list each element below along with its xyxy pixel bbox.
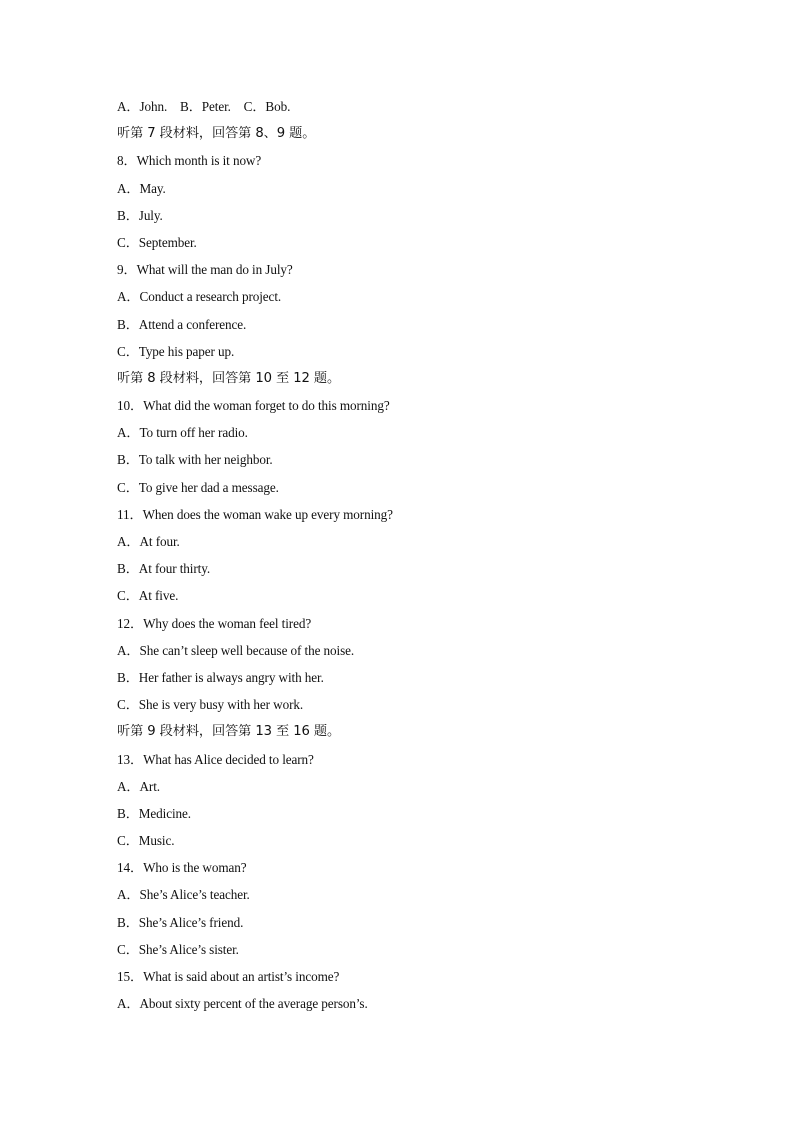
document-body xyxy=(117,93,757,1017)
answer-option: B．She’s Alice’s friend. xyxy=(117,914,244,930)
answer-option: A．She can’t sleep well because of the noise. xyxy=(117,642,355,658)
answer-option: B．Medicine. xyxy=(117,805,191,821)
question-text: 10．What did the woman forget to do this morning? xyxy=(117,398,390,414)
question-text: 8．Which month is it now? xyxy=(117,153,262,169)
answer-option: C．September. xyxy=(117,234,197,250)
question-text: 11．When does the woman wake up every morning? xyxy=(117,506,393,522)
answer-option: C．Type his paper up. xyxy=(117,343,235,359)
question-text: 13．What has Alice decided to learn? xyxy=(117,751,314,767)
answer-option: C．To give her dad a message. xyxy=(117,479,279,495)
section-heading: 听第 8 段材料，回答第 10 至 12 题。 xyxy=(117,370,341,386)
answer-option: B．July. xyxy=(117,207,163,223)
answer-option: A．Art. xyxy=(117,778,160,794)
answer-option: A．John. B．Peter. C．Bob. xyxy=(117,99,291,114)
answer-option: B．Her father is always angry with her. xyxy=(117,669,324,685)
question-text: 15．What is said about an artist’s income? xyxy=(117,969,340,984)
answer-option: B．Attend a conference. xyxy=(117,316,247,332)
answer-option: A．May. xyxy=(117,180,166,196)
answer-option: A．She’s Alice’s teacher. xyxy=(117,887,250,903)
question-text: 14．Who is the woman? xyxy=(117,860,247,876)
answer-option: A．At four. xyxy=(117,534,180,549)
answer-option: C．At five. xyxy=(117,588,179,604)
answer-option: A．To turn off her radio. xyxy=(117,425,248,441)
question-text: 9．What will the man do in July? xyxy=(117,262,293,278)
section-heading: 听第 9 段材料，回答第 13 至 16 题。 xyxy=(117,724,341,740)
answer-option: B．At four thirty. xyxy=(117,561,211,577)
answer-option: C．Music. xyxy=(117,833,175,849)
answer-option: C．She’s Alice’s sister. xyxy=(117,941,239,957)
answer-option: B．To talk with her neighbor. xyxy=(117,452,273,468)
answer-option: C．She is very busy with her work. xyxy=(117,697,304,713)
question-text: 12．Why does the woman feel tired? xyxy=(117,615,312,631)
answer-option: A．About sixty percent of the average person’s. xyxy=(117,996,368,1012)
section-heading: 听第 7 段材料，回答第 8、9 题。 xyxy=(117,126,316,142)
answer-option: A．Conduct a research project. xyxy=(117,289,282,305)
